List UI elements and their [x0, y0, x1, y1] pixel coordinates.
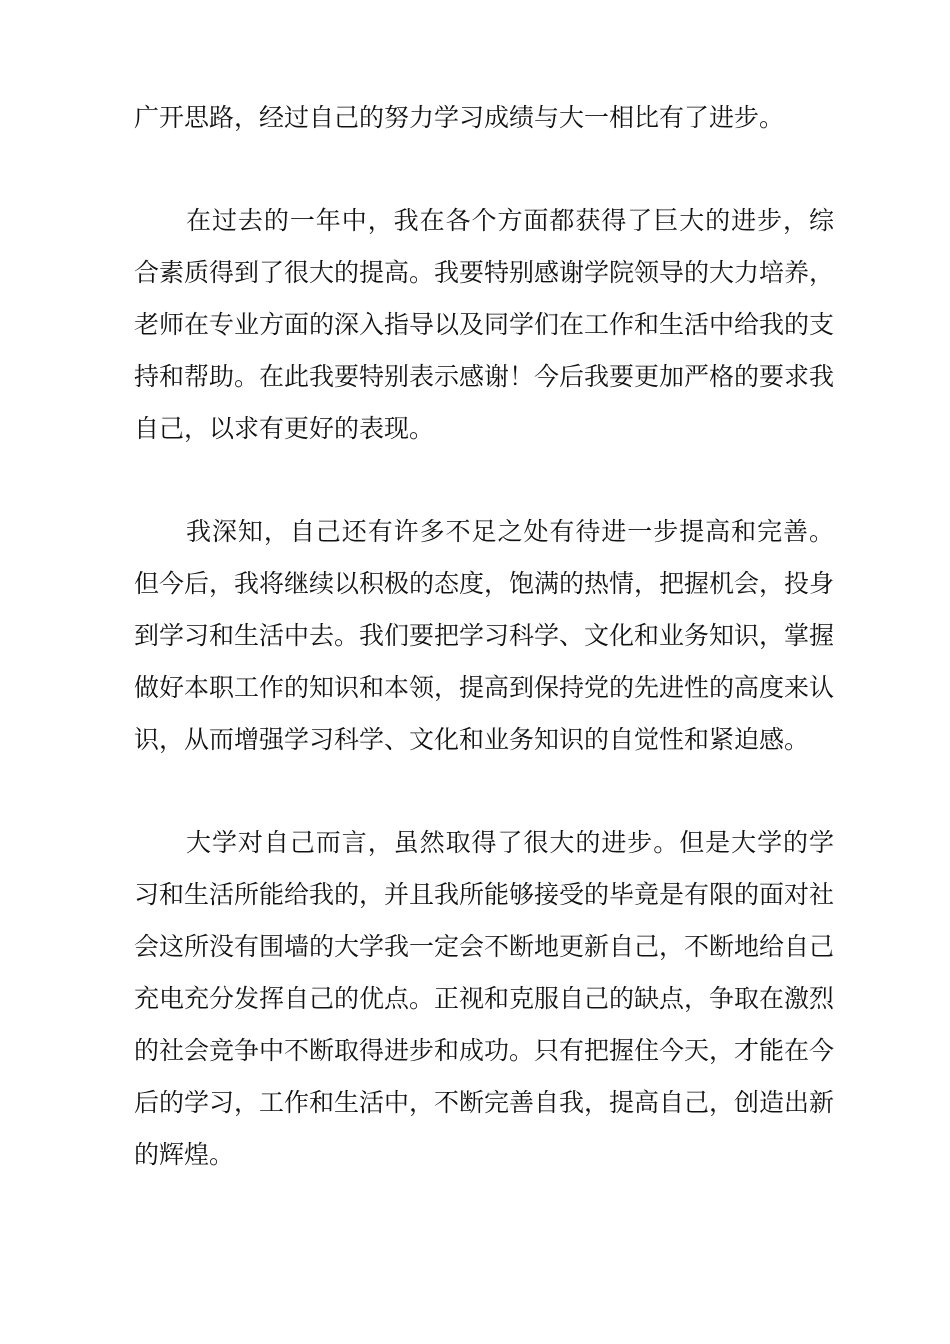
paragraph-1: 广开思路，经过自己的努力学习成绩与大一相比有了进步。 [134, 103, 785, 132]
document-body [134, 92, 834, 1232]
paragraph-2: 在过去的一年中，我在各个方面都获得了巨大的进步，综合素质得到了很大的提高。我要特别感谢学院领导的大力培养，老师在专业方面的深入指导以及同学们在工作和生活中给我的支持和帮助。在此我要特别表示感谢！今后我要更加严格的要求我自己，以求有更好的表现。 [134, 206, 835, 443]
paragraph-3: 我深知，自己还有许多不足之处有待进一步提高和完善。但今后，我将继续以积极的态度，饱满的热情，把握机会，投身到学习和生活中去。我们要把学习科学、文化和业务知识，掌握做好本职工作的知识和本领，提高到保持党的先进性的高度来认识，从而增强学习科学、文化和业务知识的自觉性和紧迫感。 [134, 517, 835, 754]
paragraph-4: 大学对自己而言，虽然取得了很大的进步。但是大学的学习和生活所能给我的，并且我所能够接受的毕竟是有限的面对社会这所没有围墙的大学我一定会不断地更新自己，不断地给自己充电充分发挥自己的优点。正视和克服自己的缺点，争取在激烈的社会竞争中不断取得进步和成功。只有把握住今天，才能在今后的学习，工作和生活中，不断完善自我，提高自己，创造出新的辉煌。 [134, 828, 835, 1169]
